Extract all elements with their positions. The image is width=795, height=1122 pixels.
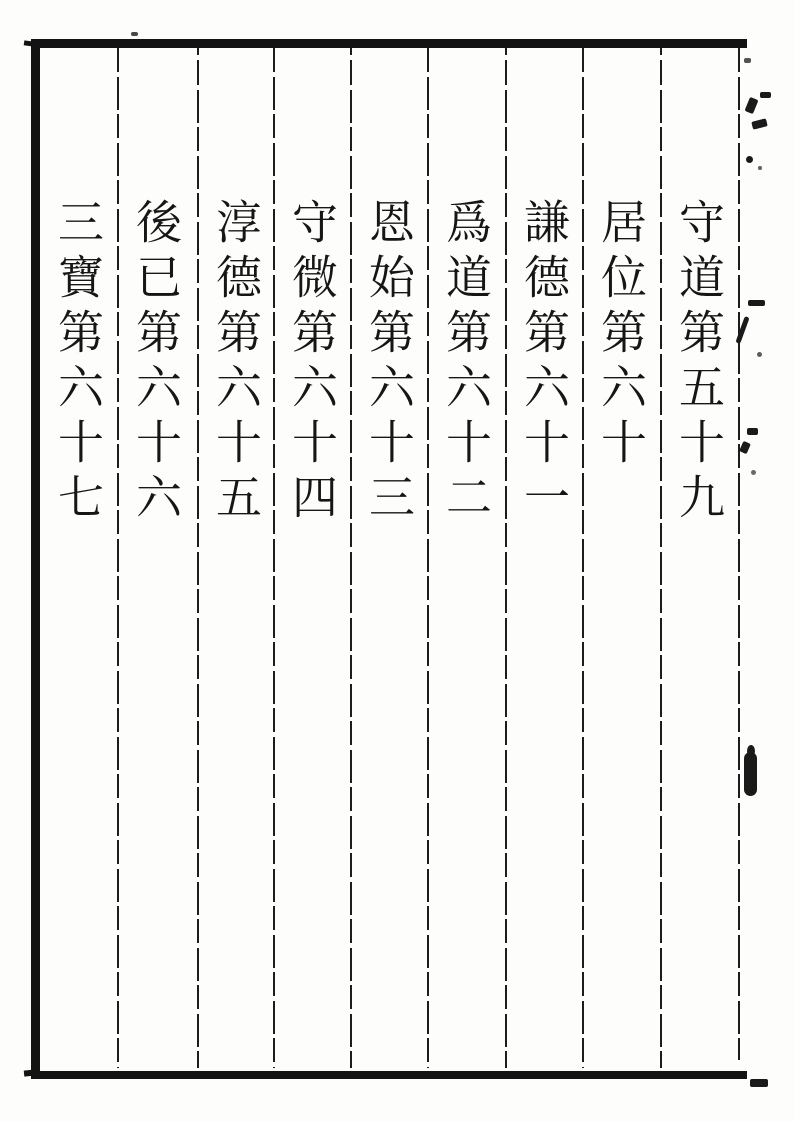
border-ink-nub — [24, 40, 35, 46]
toc-entry-chapter-59 — [660, 198, 738, 528]
toc-entry-text: 三寶第六十七 — [51, 198, 105, 528]
ink-smudge — [760, 92, 771, 98]
page-border-frame — [31, 39, 747, 1079]
toc-entry-chapter-64 — [273, 198, 351, 528]
border-ink-nub — [24, 1069, 37, 1076]
toc-entry-chapter-62 — [427, 198, 505, 528]
ink-smudge — [750, 1079, 768, 1087]
toc-entry-text: 謙德第六十一 — [517, 198, 571, 528]
toc-entry-text: 後已第六十六 — [129, 198, 183, 528]
ink-blot — [744, 752, 757, 796]
toc-entry-text: 居位第六十 — [594, 198, 648, 473]
toc-entry-chapter-61 — [505, 198, 583, 528]
column-rule — [738, 48, 740, 1060]
toc-entry-chapter-60 — [582, 198, 660, 473]
ink-smudge — [748, 300, 765, 306]
ink-speck — [131, 32, 138, 36]
ink-blot — [747, 745, 755, 757]
ink-speck — [744, 58, 751, 63]
toc-entry-chapter-63 — [350, 198, 428, 528]
toc-entry-text: 爲道第六十二 — [439, 198, 493, 528]
toc-entry-text: 守微第六十四 — [285, 198, 339, 528]
toc-entry-text: 守道第五十九 — [672, 198, 726, 528]
ink-speck — [746, 156, 753, 163]
ink-smudge — [751, 118, 767, 129]
toc-entry-chapter-67 — [39, 198, 117, 528]
toc-entry-chapter-65 — [197, 198, 275, 528]
toc-entry-chapter-66 — [117, 198, 195, 528]
toc-entry-text: 淳德第六十五 — [209, 198, 263, 528]
ink-speck — [757, 352, 762, 357]
ink-speck — [758, 166, 762, 170]
ink-speck — [751, 470, 756, 475]
toc-entry-text: 恩始第六十三 — [362, 198, 416, 528]
ink-smudge — [747, 428, 758, 435]
